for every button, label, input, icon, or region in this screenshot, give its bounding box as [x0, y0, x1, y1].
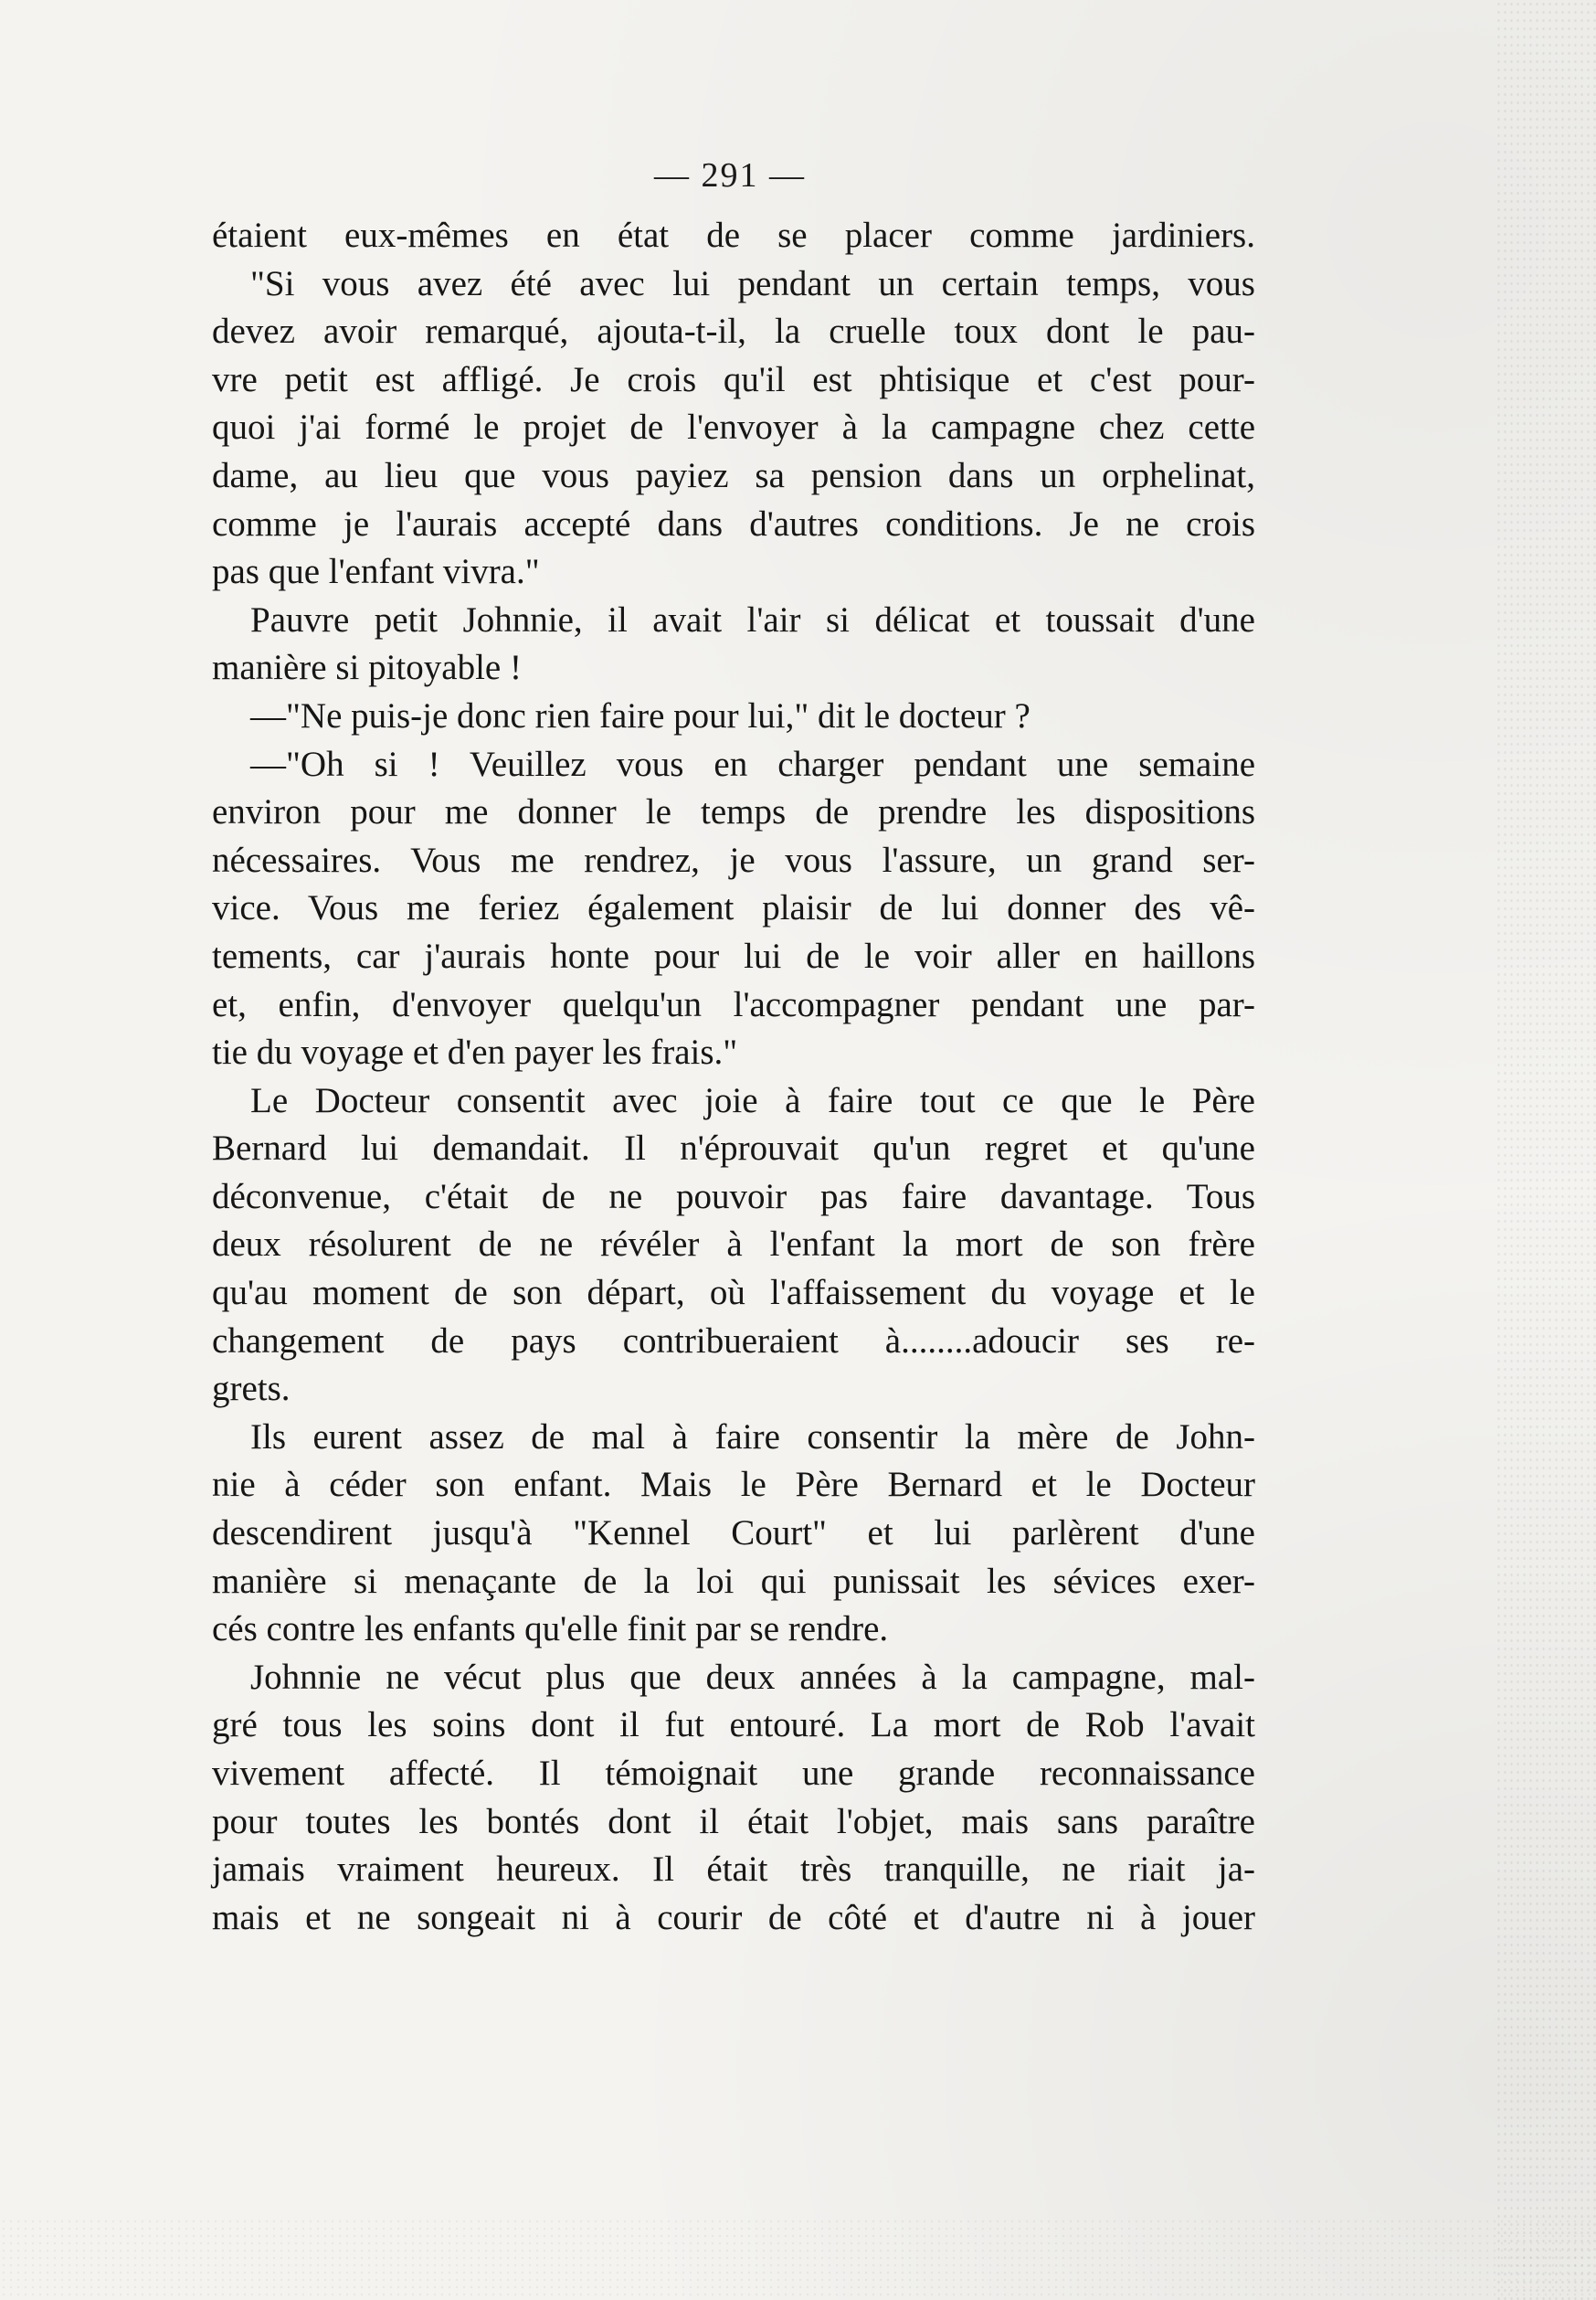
text-line: manière si menaçante de la loi qui punissait les sévices exer- — [212, 1561, 1255, 1601]
text-line: pas que l'enfant vivra." — [212, 552, 540, 592]
text-line: Pauvre petit Johnnie, il avait l'air si délicat et toussait d'une — [250, 599, 1255, 640]
text-line: descendirent jusqu'à "Kennel Court" et lui parlèrent d'une — [212, 1513, 1255, 1553]
text-line: Johnnie ne vécut plus que deux années à la campagne, mal- — [250, 1657, 1255, 1697]
text-line: tements, car j'aurais honte pour lui de le voir aller en haillons — [212, 936, 1255, 976]
text-line: Le Docteur consentit avec joie à faire tout ce que le Père — [250, 1080, 1255, 1120]
text-line: changement de pays contribueraient à........adoucir ses re- — [212, 1320, 1255, 1361]
text-line: devez avoir remarqué, ajouta-t-il, la cruelle toux dont le pau- — [212, 312, 1255, 352]
text-line: comme je l'aurais accepté dans d'autres conditions. Je ne crois — [212, 503, 1255, 544]
text-line: vivement affecté. Il témoignait une grande reconnaissance — [212, 1754, 1255, 1793]
text-line: déconvenue, c'était de ne pouvoir pas faire davantage. Tous — [212, 1176, 1255, 1216]
body-text — [212, 212, 1255, 1942]
text-line: jamais vraiment heureux. Il était très tranquille, ne riait ja- — [212, 1850, 1255, 1890]
text-line: nécessaires. Vous me rendrez, je vous l'assure, un grand ser- — [212, 840, 1255, 880]
text-line: et, enfin, d'envoyer quelqu'un l'accompagner pendant une par- — [212, 984, 1255, 1024]
page-number: — 291 — — [654, 156, 806, 195]
text-line: Ils eurent assez de mal à faire consentir la mère de John- — [250, 1416, 1255, 1457]
text-line: cés contre les enfants qu'elle finit par se rendre. — [212, 1609, 889, 1649]
text-line: nie à céder son enfant. Mais le Père Bernard et le Docteur — [212, 1465, 1255, 1505]
text-line: qu'au moment de son départ, où l'affaissement du voyage et le — [212, 1273, 1255, 1313]
text-line: manière si pitoyable ! — [212, 648, 522, 688]
page-bottom-speckle — [0, 2218, 1596, 2300]
text-line: étaient eux-mêmes en état de se placer comme jardiniers. — [212, 216, 1255, 255]
text-line: vice. Vous me feriez également plaisir de lui donner des vê- — [212, 888, 1255, 928]
text-line: grets. — [212, 1369, 291, 1409]
text-line: tie du voyage et d'en payer les frais." — [212, 1033, 738, 1073]
page-edge-speckle — [1496, 0, 1596, 2300]
text-line: mais et ne songeait ni à courir de côté et d'autre ni à jouer — [212, 1897, 1255, 1937]
text-line: deux résolurent de ne révéler à l'enfant la mort de son frère — [212, 1224, 1255, 1265]
text-line: dame, au lieu que vous payiez sa pension dans un orphelinat, — [212, 455, 1255, 495]
text-line: vre petit est affligé. Je crois qu'il est phtisique et c'est pour- — [212, 359, 1255, 399]
text-line: environ pour me donner le temps de prendre les dispositions — [212, 792, 1255, 832]
text-line: —"Oh si ! Veuillez vous en charger pendant une semaine — [250, 744, 1255, 784]
text-line: —"Ne puis-je donc rien faire pour lui," dit le docteur ? — [250, 695, 1031, 736]
text-line: quoi j'ai formé le projet de l'envoyer à la campagne chez cette — [212, 408, 1255, 448]
text-line: "Si vous avez été avec lui pendant un certain temps, vous — [250, 263, 1255, 303]
text-line: pour toutes les bontés dont il était l'objet, mais sans paraître — [212, 1801, 1255, 1841]
text-line: Bernard lui demandait. Il n'éprouvait qu'un regret et qu'une — [212, 1129, 1255, 1169]
text-line: gré tous les soins dont il fut entouré. La mort de Rob l'avait — [212, 1705, 1255, 1745]
